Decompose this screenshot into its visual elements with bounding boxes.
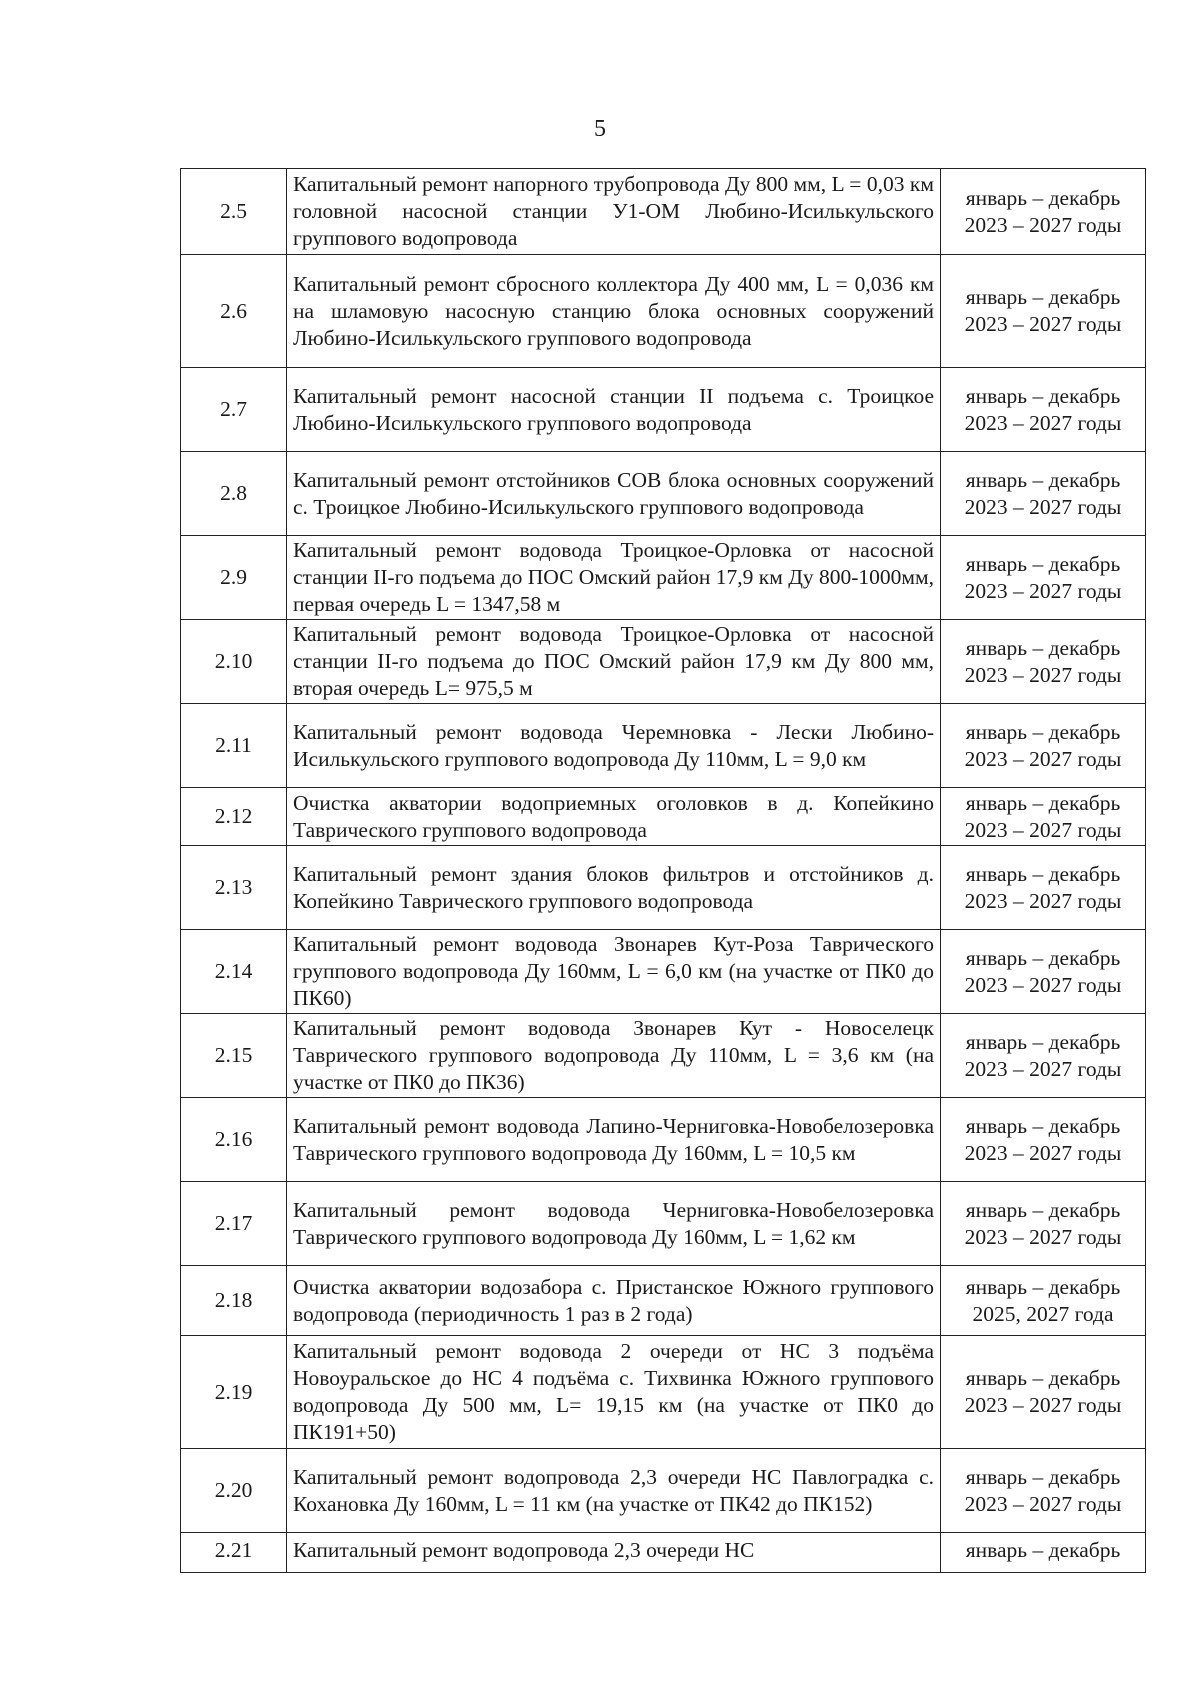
- row-period: [941, 704, 1146, 788]
- table-row: [181, 1449, 1146, 1533]
- period-months: январь – декабрь: [965, 790, 1121, 815]
- row-period: [941, 1336, 1146, 1449]
- table-row: [181, 368, 1146, 452]
- period-years: 2023 – 2027 годы: [964, 662, 1122, 687]
- period-years: 2023 – 2027 годы: [964, 1491, 1122, 1516]
- row-description: Очистка акватории водозабора с. Пристанское Южного группового водопровода (периодичность 1 раз в 2 года): [287, 1266, 941, 1336]
- row-description: Капитальный ремонт водовода Звонарев Кут - Новоселецк Таврического группового водопровода Ду 110мм, L = 3,6 км (на участке от ПК0 до ПК36): [287, 1014, 941, 1098]
- table-row: [181, 620, 1146, 704]
- row-period: [941, 169, 1146, 255]
- row-description: Капитальный ремонт водопровода 2,3 очереди НС: [287, 1533, 941, 1573]
- row-number: 2.21: [181, 1533, 287, 1573]
- row-period: [941, 788, 1146, 846]
- table-row: [181, 536, 1146, 620]
- period-years: 2023 – 2027 годы: [964, 972, 1122, 997]
- row-description: Капитальный ремонт здания блоков фильтров и отстойников д. Копейкино Таврического группового водопровода: [287, 846, 941, 930]
- row-description: Капитальный ремонт отстойников СОВ блока основных сооружений с. Троицкое Любино-Исилькульского группового водопровода: [287, 452, 941, 536]
- row-description: Капитальный ремонт напорного трубопровода Ду 800 мм, L = 0,03 км головной насосной станции У1-ОМ Любино-Исилькульского группового водопровода: [287, 169, 941, 255]
- table-row: [181, 1182, 1146, 1266]
- period-years: 2023 – 2027 годы: [964, 578, 1122, 603]
- period-years: 2023 – 2027 годы: [964, 1393, 1122, 1417]
- row-period: [941, 255, 1146, 368]
- period-years: 2023 – 2027 годы: [964, 1056, 1122, 1081]
- period-months: январь – декабрь: [965, 1197, 1121, 1222]
- row-description: Очистка акватории водоприемных оголовков в д. Копейкино Таврического группового водопровода: [287, 788, 941, 846]
- period-years: 2023 – 2027 годы: [964, 1224, 1122, 1249]
- row-number: 2.8: [181, 452, 287, 536]
- period-months: январь – декабрь: [965, 1538, 1121, 1562]
- period-months: январь – декабрь: [965, 945, 1121, 970]
- row-number: 2.5: [181, 169, 287, 255]
- table-body: [181, 169, 1146, 1573]
- period-months: январь – декабрь: [965, 1366, 1121, 1390]
- row-description: Капитальный ремонт водовода Троицкое-Орловка от насосной станции II-го подъема до ПОС Омский район 17,9 км Ду 800 мм, вторая очередь L= 975,5 м: [287, 620, 941, 704]
- row-period: [941, 620, 1146, 704]
- row-description: Капитальный ремонт водопровода 2,3 очереди НС Павлоградка с. Кохановка Ду 160мм, L = 11 км (на участке от ПК42 до ПК152): [287, 1449, 941, 1533]
- table-row: [181, 1266, 1146, 1336]
- row-period: [941, 846, 1146, 930]
- row-period: [941, 452, 1146, 536]
- row-description: Капитальный ремонт водовода Звонарев Кут-Роза Таврического группового водопровода Ду 160мм, L = 6,0 км (на участке от ПК0 до ПК60): [287, 930, 941, 1014]
- period-months: январь – декабрь: [965, 1464, 1121, 1489]
- period-months: январь – декабрь: [965, 1113, 1121, 1138]
- table-row: [181, 704, 1146, 788]
- table-row: [181, 930, 1146, 1014]
- row-period: [941, 368, 1146, 452]
- table-row: [181, 169, 1146, 255]
- period-months: январь – декабрь: [965, 719, 1121, 744]
- row-number: 2.11: [181, 704, 287, 788]
- period-years: 2023 – 2027 годы: [964, 212, 1122, 237]
- table-row: [181, 1098, 1146, 1182]
- row-number: 2.9: [181, 536, 287, 620]
- table-row: [181, 846, 1146, 930]
- period-months: январь – декабрь: [965, 185, 1121, 210]
- row-number: 2.12: [181, 788, 287, 846]
- row-number: 2.14: [181, 930, 287, 1014]
- period-years: 2023 – 2027 годы: [964, 746, 1122, 771]
- table-row: [181, 1014, 1146, 1098]
- row-description: Капитальный ремонт водовода Лапино-Черниговка-Новобелозеровка Таврического группового водопровода Ду 160мм, L = 10,5 км: [287, 1098, 941, 1182]
- table-row: [181, 1336, 1146, 1449]
- period-months: январь – декабрь: [965, 861, 1121, 886]
- row-period: [941, 1182, 1146, 1266]
- period-years: 2023 – 2027 годы: [964, 312, 1122, 336]
- row-description: Капитальный ремонт водовода 2 очереди от НС 3 подъёма Новоуральское до НС 4 подъёма с. Тихвинка Южного группового водопровода Ду 500 мм, L= 19,15 км (на участке от ПК0 до ПК191+50): [287, 1336, 941, 1449]
- period-years: 2025, 2027 года: [972, 1301, 1114, 1326]
- row-period: [941, 1098, 1146, 1182]
- period-years: 2023 – 2027 годы: [964, 1140, 1122, 1165]
- table-row: [181, 788, 1146, 846]
- row-period: [941, 930, 1146, 1014]
- table-row: [181, 452, 1146, 536]
- row-number: 2.15: [181, 1014, 287, 1098]
- period-months: январь – декабрь: [965, 635, 1121, 660]
- period-years: 2023 – 2027 годы: [964, 410, 1122, 435]
- row-number: 2.16: [181, 1098, 287, 1182]
- row-period: [941, 536, 1146, 620]
- works-table: [180, 168, 1146, 1573]
- row-description: Капитальный ремонт водовода Троицкое-Орловка от насосной станции II-го подъема до ПОС Омский район 17,9 км Ду 800-1000мм, первая очередь L = 1347,58 м: [287, 536, 941, 620]
- row-number: 2.20: [181, 1449, 287, 1533]
- row-period: [941, 1266, 1146, 1336]
- row-number: 2.17: [181, 1182, 287, 1266]
- row-number: 2.10: [181, 620, 287, 704]
- row-description: Капитальный ремонт сбросного коллектора Ду 400 мм, L = 0,036 км на шламовую насосную станцию блока основных сооружений Любино-Исилькульского группового водопровода: [287, 255, 941, 368]
- row-description: Капитальный ремонт насосной станции II подъема с. Троицкое Любино-Исилькульского группового водопровода: [287, 368, 941, 452]
- period-months: январь – декабрь: [965, 551, 1121, 576]
- row-number: 2.13: [181, 846, 287, 930]
- table-row: [181, 1533, 1146, 1573]
- period-years: 2023 – 2027 годы: [964, 888, 1122, 913]
- period-years: 2023 – 2027 годы: [964, 817, 1122, 842]
- period-months: январь – декабрь: [965, 467, 1121, 492]
- row-period: [941, 1449, 1146, 1533]
- period-months: январь – декабрь: [965, 285, 1121, 309]
- row-period: [941, 1014, 1146, 1098]
- period-years: 2023 – 2027 годы: [964, 494, 1122, 519]
- row-number: 2.19: [181, 1336, 287, 1449]
- table-row: [181, 255, 1146, 368]
- row-period: [941, 1533, 1146, 1573]
- page-number: 5: [594, 116, 606, 142]
- row-number: 2.18: [181, 1266, 287, 1336]
- row-description: Капитальный ремонт водовода Черемновка - Лески Любино-Исилькульского группового водопровода Ду 110мм, L = 9,0 км: [287, 704, 941, 788]
- period-months: январь – декабрь: [965, 1274, 1121, 1299]
- period-months: январь – декабрь: [965, 1029, 1121, 1054]
- row-number: 2.6: [181, 255, 287, 368]
- row-number: 2.7: [181, 368, 287, 452]
- period-months: январь – декабрь: [965, 383, 1121, 408]
- row-description: Капитальный ремонт водовода Черниговка-Новобелозеровка Таврического группового водопровода Ду 160мм, L = 1,62 км: [287, 1182, 941, 1266]
